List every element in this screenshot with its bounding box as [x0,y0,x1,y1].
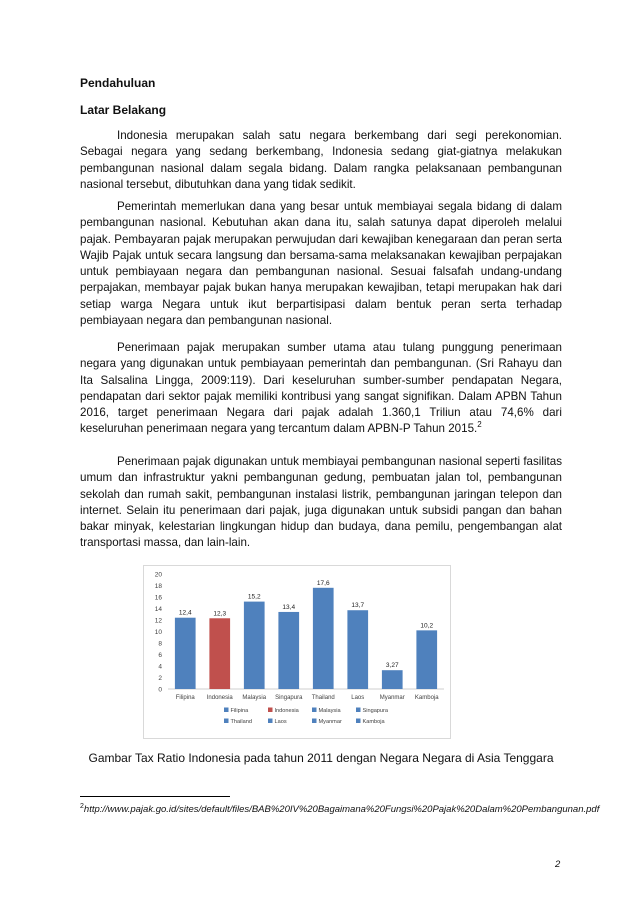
legend-label: Singapura [362,708,389,714]
y-tick-label: 14 [154,606,162,613]
value-label: 15,2 [247,593,261,601]
section-heading: Pendahuluan [80,76,156,90]
legend-swatch [356,719,361,724]
legend-swatch [224,719,229,724]
category-label: Thailand [311,695,335,701]
bar-filipina [175,618,196,689]
figure-caption: Gambar Tax Ratio Indonesia pada tahun 2011 dengan Negara Negara di Asia Tenggara [88,751,554,765]
y-tick-label: 12 [154,617,162,625]
footnote-text: http://www.pajak.go.id/sites/default/files/BAB%20IV%20Bagaimana%20Fungsi%20Pajak%20Dalam%20Pembangunan.pdf [83,804,600,816]
legend-swatch [312,719,317,724]
value-label: 10,2 [420,622,434,630]
legend-label: Filipina [230,708,249,714]
chart-svg [144,566,450,738]
legend-label: Malaysia [318,708,341,714]
legend-swatch [268,708,273,713]
category-label: Kamboja [414,695,439,701]
bar-kamboja [416,630,437,689]
legend-swatch [312,708,317,713]
bar-myanmar [382,670,403,689]
category-label: Myanmar [379,695,405,701]
bar-singapura [278,612,299,689]
value-label: 13,4 [282,603,296,611]
y-tick-label: 16 [154,594,162,602]
page-number: 2 [555,859,561,870]
bar-malaysia [244,602,265,689]
value-label: 12,3 [213,610,227,618]
value-label: 13,7 [351,602,365,610]
footnote-number: 2 [80,803,84,810]
legend-swatch [224,708,229,713]
value-label: 3,27 [385,662,399,670]
y-tick-label: 0 [158,686,162,694]
y-tick-label: 20 [154,571,162,579]
category-label: Indonesia [206,695,233,701]
y-tick-label: 18 [154,583,162,590]
legend-label: Laos [274,719,287,725]
paragraph-3 [80,340,562,438]
subsection-heading: Latar Belakang [80,103,167,117]
paragraph-3-text: Penerimaan pajak merupakan sumber utama atau tulang punggung penerimaan negara yang digunakan untuk pembiayaan pemerintah dan pembangunan. (Sri Rahayu dan Ita Salsalina Lingga, 2009:119). Dari keseluruhan sumber-sumber pendapatan Negara, pendapatan dari sektor pajak memiliki kontribusi yang sangat signifikan. Dalam APBN Tahun 2016, target penerimaan Negara dari pajak adalah 1.360,1 Triliun atau 74,6% dari keseluruhan penerimaan negara yang tercantum dalam APBN-P Tahun 2015. [80,341,562,436]
y-tick-label: 8 [158,640,162,648]
category-label: Laos [351,695,365,701]
value-label: 17,6 [316,579,330,587]
paragraph-2: Pemerintah memerlukan dana yang besar untuk membiayai segala bidang di dalam pembangunan nasional. Kebutuhan akan dana itu, salah satunya dapat diperoleh melalui pajak. Pembayaran pajak merupakan perwujudan dari kewajiban kenegaraan dan peran serta Wajib Pajak untuk secara langsung dan bersama-sama melaksanakan kewajiban perpajakan untuk pembiayaan negara dan pembangunan nasional. Sesuai falsafah undang-undang perpajakan, membayar pajak bukan hanya merupakan kewajiban, tetapi merupakan hak dari setiap warga Negara untuk ikut berpartisipasi dalam bentuk peran serta terhadap pembiayaan negara dan pembangunan nasional. [80,200,562,328]
legend-label: Myanmar [318,719,342,725]
y-tick-label: 10 [154,629,162,636]
legend-label: Kamboja [362,719,385,725]
bar-indonesia [209,618,230,689]
y-tick-label: 6 [158,652,162,659]
legend-swatch [268,719,273,724]
footnote-divider [80,796,230,797]
category-label: Singapura [275,695,303,701]
footnote-reference: 2 [477,420,482,430]
legend-label: Indonesia [274,708,299,714]
y-tick-label: 4 [158,663,162,671]
value-label: 12,4 [178,609,192,617]
legend-swatch [356,708,361,713]
tax-ratio-chart [143,565,451,739]
category-label: Filipina [175,695,195,701]
bar-thailand [313,588,334,689]
y-tick-label: 2 [158,675,162,682]
legend-label: Thailand [230,719,252,725]
paragraph-4: Penerimaan pajak digunakan untuk membiayai pembangunan nasional seperti fasilitas umum dan infrastruktur yakni pembangunan gedung, pembuatan jalan tol, pembangunan sekolah dan rumah sakit, pembangunan instalasi listrik, pembangunan jaringan telepon dan internet. Selain itu penerimaan dari pajak, juga digunakan untuk subsidi pangan dan bahan bakar minyak, kelestarian lingkungan hidup dan budaya, dana pemilu, pengembangan alat transportasi massa, dan lain-lain. [80,455,562,550]
paragraph-1: Indonesia merupakan salah satu negara berkembang dari segi perekonomian. Sebagai negara yang sedang berkembang, Indonesia sedang giat-giatnya melakukan pembangunan nasional dalam segala bidang. Dalam rangka pelaksanaan pembangunan nasional tersebut, dibutuhkan dana yang tidak sedikit. [80,129,562,191]
footnote [80,800,600,817]
bar-laos [347,610,368,689]
category-label: Malaysia [242,695,267,701]
